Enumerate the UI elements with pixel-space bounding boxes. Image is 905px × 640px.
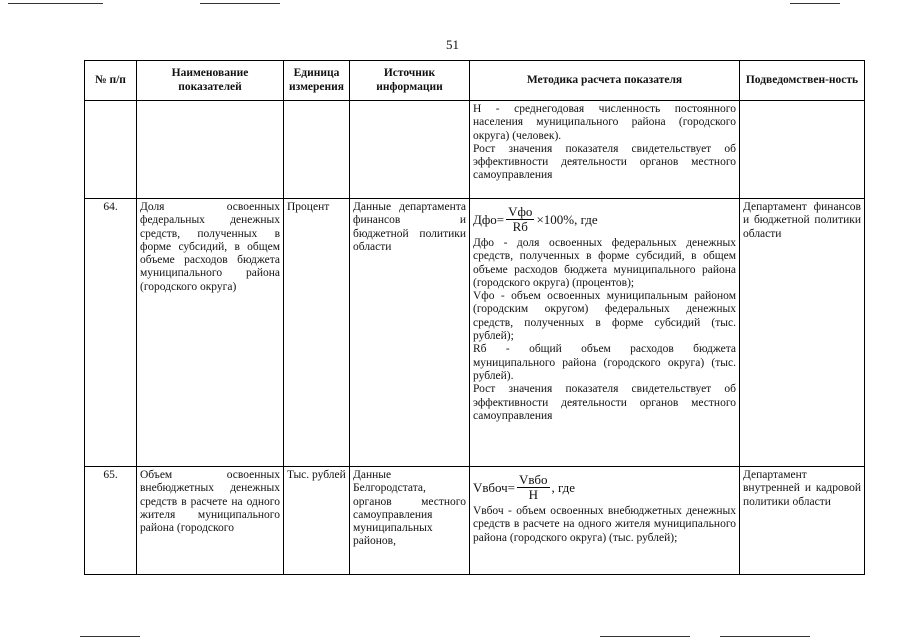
fraction [506,205,534,234]
indicator-name: Доля освоенных федеральных денежных средств, полученных в форме субсидий, в общем объеме расходов бюджета муниципального района (городского округа) [137,199,284,467]
formula-rhs: , где [551,479,576,495]
table-row-continuation [85,101,865,199]
method-text: Рост значения показателя свидетельствует об эффективности деятельности органов местного самоуправления [473,142,736,182]
formula-lhs: Vвбоч= [473,479,516,495]
scan-line [720,636,810,637]
indicator-source: Данные департамента финансов и бюджетной политики области [350,199,470,467]
method-cell [470,467,740,575]
col-header-dept: Подведомствен-ность [740,61,865,101]
formula-rhs: ×100%, где [536,211,598,227]
col-header-num: № п/п [85,61,137,101]
method-text: Н - среднегодовая численность постоянного населения муниципального района (городского округа) (человек). [473,103,736,142]
fraction [517,473,549,502]
responsible-dept: Департамент финансов и бюджетной политики области [740,199,865,467]
method-cell [470,101,740,199]
responsible-dept: Департамент внутренней и кадровой политики области [740,467,865,575]
col-header-name: Наименование показателей [137,61,284,101]
method-text: Vвбоч - объем освоенных внебюджетных денежных средств в расчете на одного жителя муниципального района (городского округа) (тыс. рублей); [473,505,736,544]
fraction-denominator: Н [528,487,538,502]
indicator-name: Объем освоенных внебюджетных денежных средств в расчете на одного жителя муниципального района (городского [137,467,284,575]
scan-line [790,3,840,4]
table-row-64 [85,199,865,467]
formula [473,205,736,234]
formula-lhs: Дфо= [473,211,505,227]
scan-line [8,3,103,4]
method-text: Дфо - доля освоенных федеральных денежных средств, полученных в форме субсидий, в общем объеме расходов бюджета муниципального района (городского округа) (процентов); [473,237,736,289]
col-header-method: Методика расчета показателя [470,61,740,101]
indicators-table [84,60,865,575]
row-number: 65. [85,467,137,575]
method-text: Рост значения показателя свидетельствует об эффективности деятельности органов местного самоуправления [473,383,736,422]
scan-line [600,636,690,637]
method-text: Rб - общий объем расходов бюджета муниципального района (городского округа) (тыс. рублей). [473,343,736,382]
row-number: 64. [85,199,137,467]
fraction-denominator: Rб [512,219,528,234]
formula [473,473,736,502]
scan-line [200,3,280,4]
indicator-source: Данные Белгородстата, органов местного самоуправления муниципальных районов, [350,467,470,575]
indicator-unit: Тыс. рублей [284,467,350,575]
table-row-65 [85,467,865,575]
fraction-numerator: Vфо [508,204,533,219]
table-header-row [85,61,865,101]
fraction-numerator: Vвбо [519,472,548,487]
col-header-unit: Единица измерения [284,61,350,101]
col-header-source: Источник информации [350,61,470,101]
scan-line [80,636,140,637]
method-text: Vфо - объем освоенных муниципальным районом (городским округом) федеральных денежных средств, полученных в форме субсидий (тыс. рублей); [473,290,736,343]
method-cell [470,199,740,467]
page-number: 51 [446,37,459,52]
indicator-unit: Процент [284,199,350,467]
